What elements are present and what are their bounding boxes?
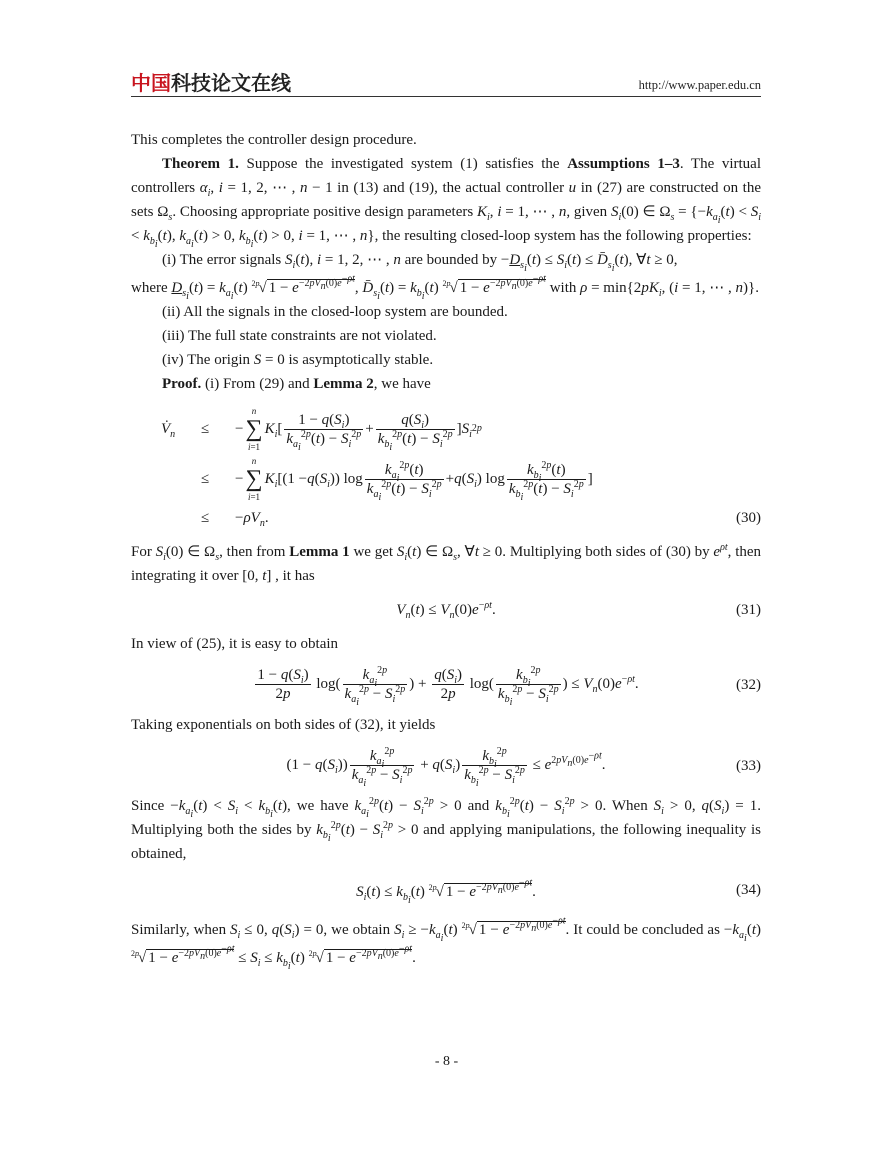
site-url[interactable]: http://www.paper.edu.cn xyxy=(638,78,761,92)
equation-31: $V_n(t) \le V_n(0)e^{-\rho t}$. (31) xyxy=(396,600,761,621)
theorem-text-a: Suppose the investigated system (1) satisfies the xyxy=(246,156,560,172)
equation-number: (32) xyxy=(736,676,761,693)
logo-dark-text: 科技论文在线 xyxy=(171,71,291,95)
item-iv-a: (iv) The origin xyxy=(162,352,251,368)
item-i: (i) The error signals $S_i(t)$, i = 1, 2, ⋯ , n are bounded by $-D_{s_i}(t) \le S_i(t)$ ≤ $D̄_{s_i}(t)$, ∀t ≥ 0, xyxy=(162,252,678,274)
theorem-1: Theorem 1. Suppose the investigated system (1) satisfies the Assumptions 1–3. The virtual controllers $\alpha_i$, i = 1, 2, ⋯ , n − 1 in (13) and (19), the actual controller u in (27) are constructed on the sets $\Omega_s$. Choosing appropriate positive design parameters $K_i$, i = 1, ⋯ , n, given $S_i(0)$ ∈ $\Omega_s = \{-k_{a_i}(t) < S_i < k_{b_i}(t)$, $k_{a_i}(t) > 0$, $k_{b_i}(t) > 0$, i = 1, ⋯ , n}, the resulting closed-loop system has the following properties: xyxy=(131,156,762,250)
logo-red-text: 中国 xyxy=(131,71,171,95)
paragraph-similarly: Similarly, when $S_i \le 0$, $q(S_i) = 0$, we obtain $S_i \ge -k_{a_i}(t)$ $^{2p}$√ $1 - e^{-2pV_n(0)e^{-\rho t}}$. It could be concluded as $-k_{a_i}(t)$ $^{2p}$√ $1 - e^{-2pV_n(0)e^{-\rho t}} \le S_i \le k_{b_i}(t)$ $^{2p}$√ $1 - e^{-2pV_n(0)e^{-\rho t}}$. xyxy=(131,915,761,972)
page-number: - 8 - xyxy=(434,1054,459,1069)
page-header xyxy=(131,70,761,96)
paragraph-taking-exp: Taking exponentials on both sides of (32), it yields xyxy=(131,717,436,733)
paragraph-lemma1: For $S_i(0)$ ∈ $\Omega_s$, then from Lemma 1 we get $S_i(t)$ ∈ $\Omega_s$, ∀t ≥ 0. Multiplying both sides of (30) by $e^{\rho t}$, then integrating it over [0, t] , it has xyxy=(131,542,762,584)
theorem-assumptions: Assumptions 1–3 xyxy=(567,156,680,172)
equation-34: $S_i(t) \le k_{b_i}(t)$ $^{2p}$√ $1 - e^{-2pV_n(0)e^{-\rho t}}$. (34) xyxy=(356,877,761,906)
equation-number: (34) xyxy=(736,882,761,898)
paper-body xyxy=(131,128,761,970)
equation-number: (31) xyxy=(736,602,761,618)
paragraph-since: Since $-k_{a_i}(t) < S_i < k_{b_i}(t)$, we have $k_{a_i}^{2p}(t) - S_i^{2p} > 0$ and $k_{b_i}^{2p}(t) - S_i^{2p} > 0$. When $S_i > 0$, $q(S_i) = 1$. Multiplying both the sides by $k_{b_i}^{2p}(t) - S_i^{2p} > 0$ and applying manipulations, the following inequality is obtained, xyxy=(131,796,761,862)
journal-logo xyxy=(131,70,291,96)
item-i-cont: where $D_{s_i}(t) = k_{a_i}(t)$ $^{2p}$√ $1 - e^{-2pV_n(0)e^{-\rho t}}$, $D̄_{s_i}(t) = k_{b_i}(t)$ $^{2p}$√ $1 - e^{-2pV_n(0)e^{-\rho t}}$ with $\rho = \min\{2pK_i$, (i = 1, ⋯ , n)}. xyxy=(131,273,759,302)
proof-intro: Proof. (i) From (29) and Lemma 2, we have xyxy=(162,376,431,392)
header-divider xyxy=(131,96,761,97)
equation-33: $(1 - q(S_i))$ $\frac{k_{a_i}^{2p}}{k_{a_i}^{2p} - S_i^{2p}}$ + $q(S_i)$ $\frac{k_{b_i}^{2p}}{k_{b_i}^{2p} - S_i^{2p}}$ ≤ $e^{2pV_n(0)e^{-\rho t}}$. (33) xyxy=(286,746,761,789)
item-iii: (iii) The full state constraints are not violated. xyxy=(162,328,437,344)
equation-32: $\frac{1 - q(S_i)}{2p}$ log( $\frac{k_{a_i}^{2p}}{k_{a_i}^{2p} - S_i^{2p}}$ ) + $\frac{q(S_i)}{2p}$ log( $\frac{k_{b_i}^{2p}}{k_{b_i}^{2p} - S_i^{2p}}$ ) ≤ $V_n(0)e^{-\rho t}$. (32) xyxy=(257,665,761,708)
lemma-2-ref: Lemma 2 xyxy=(313,376,374,392)
item-iv-b: is asymptotically stable. xyxy=(288,352,434,368)
proof-label: Proof. xyxy=(162,376,202,392)
lemma-1-ref: Lemma 1 xyxy=(289,544,350,560)
paragraph-intro: This completes the controller design procedure. xyxy=(131,132,417,148)
equation-number: (33) xyxy=(736,757,761,774)
theorem-label: Theorem 1. xyxy=(162,156,239,172)
equation-30: $V̇_n$ ≤ − n ∑ i=1 $K_i$ [ $\frac{1 - q(S_i)}{k_{a_i}^{2p}(t) - S_i^{2p}}$ + $\frac{q(S_i)}{k_{b_i}^{2p}(t) - S_i^{2p}}$ ] $S_i$ 2p ≤ − n ∑ i=1 $K_i$ [(1 − q ( $S_i$ )) log $\frac{k_{a_i}^{2p}(t)}{k_{a_i}^{2p}(t) - S_i^{2p}}$ + q ( $S_i$ ) log $\frac{k_{b_i}^{2p}(t)}{k_{b_i}^{2p}(t) - S_i^{2p}}$ ] ≤ − $\rho V_n$ . (30) xyxy=(161,406,761,529)
item-ii: (ii) All the signals in the closed-loop system are bounded. xyxy=(162,304,508,320)
paragraph-in-view: In view of (25), it is easy to obtain xyxy=(131,636,339,652)
equation-number: (30) xyxy=(736,510,761,526)
item-iv: (iv) The origin S = 0 is asymptotically stable. xyxy=(162,352,434,368)
